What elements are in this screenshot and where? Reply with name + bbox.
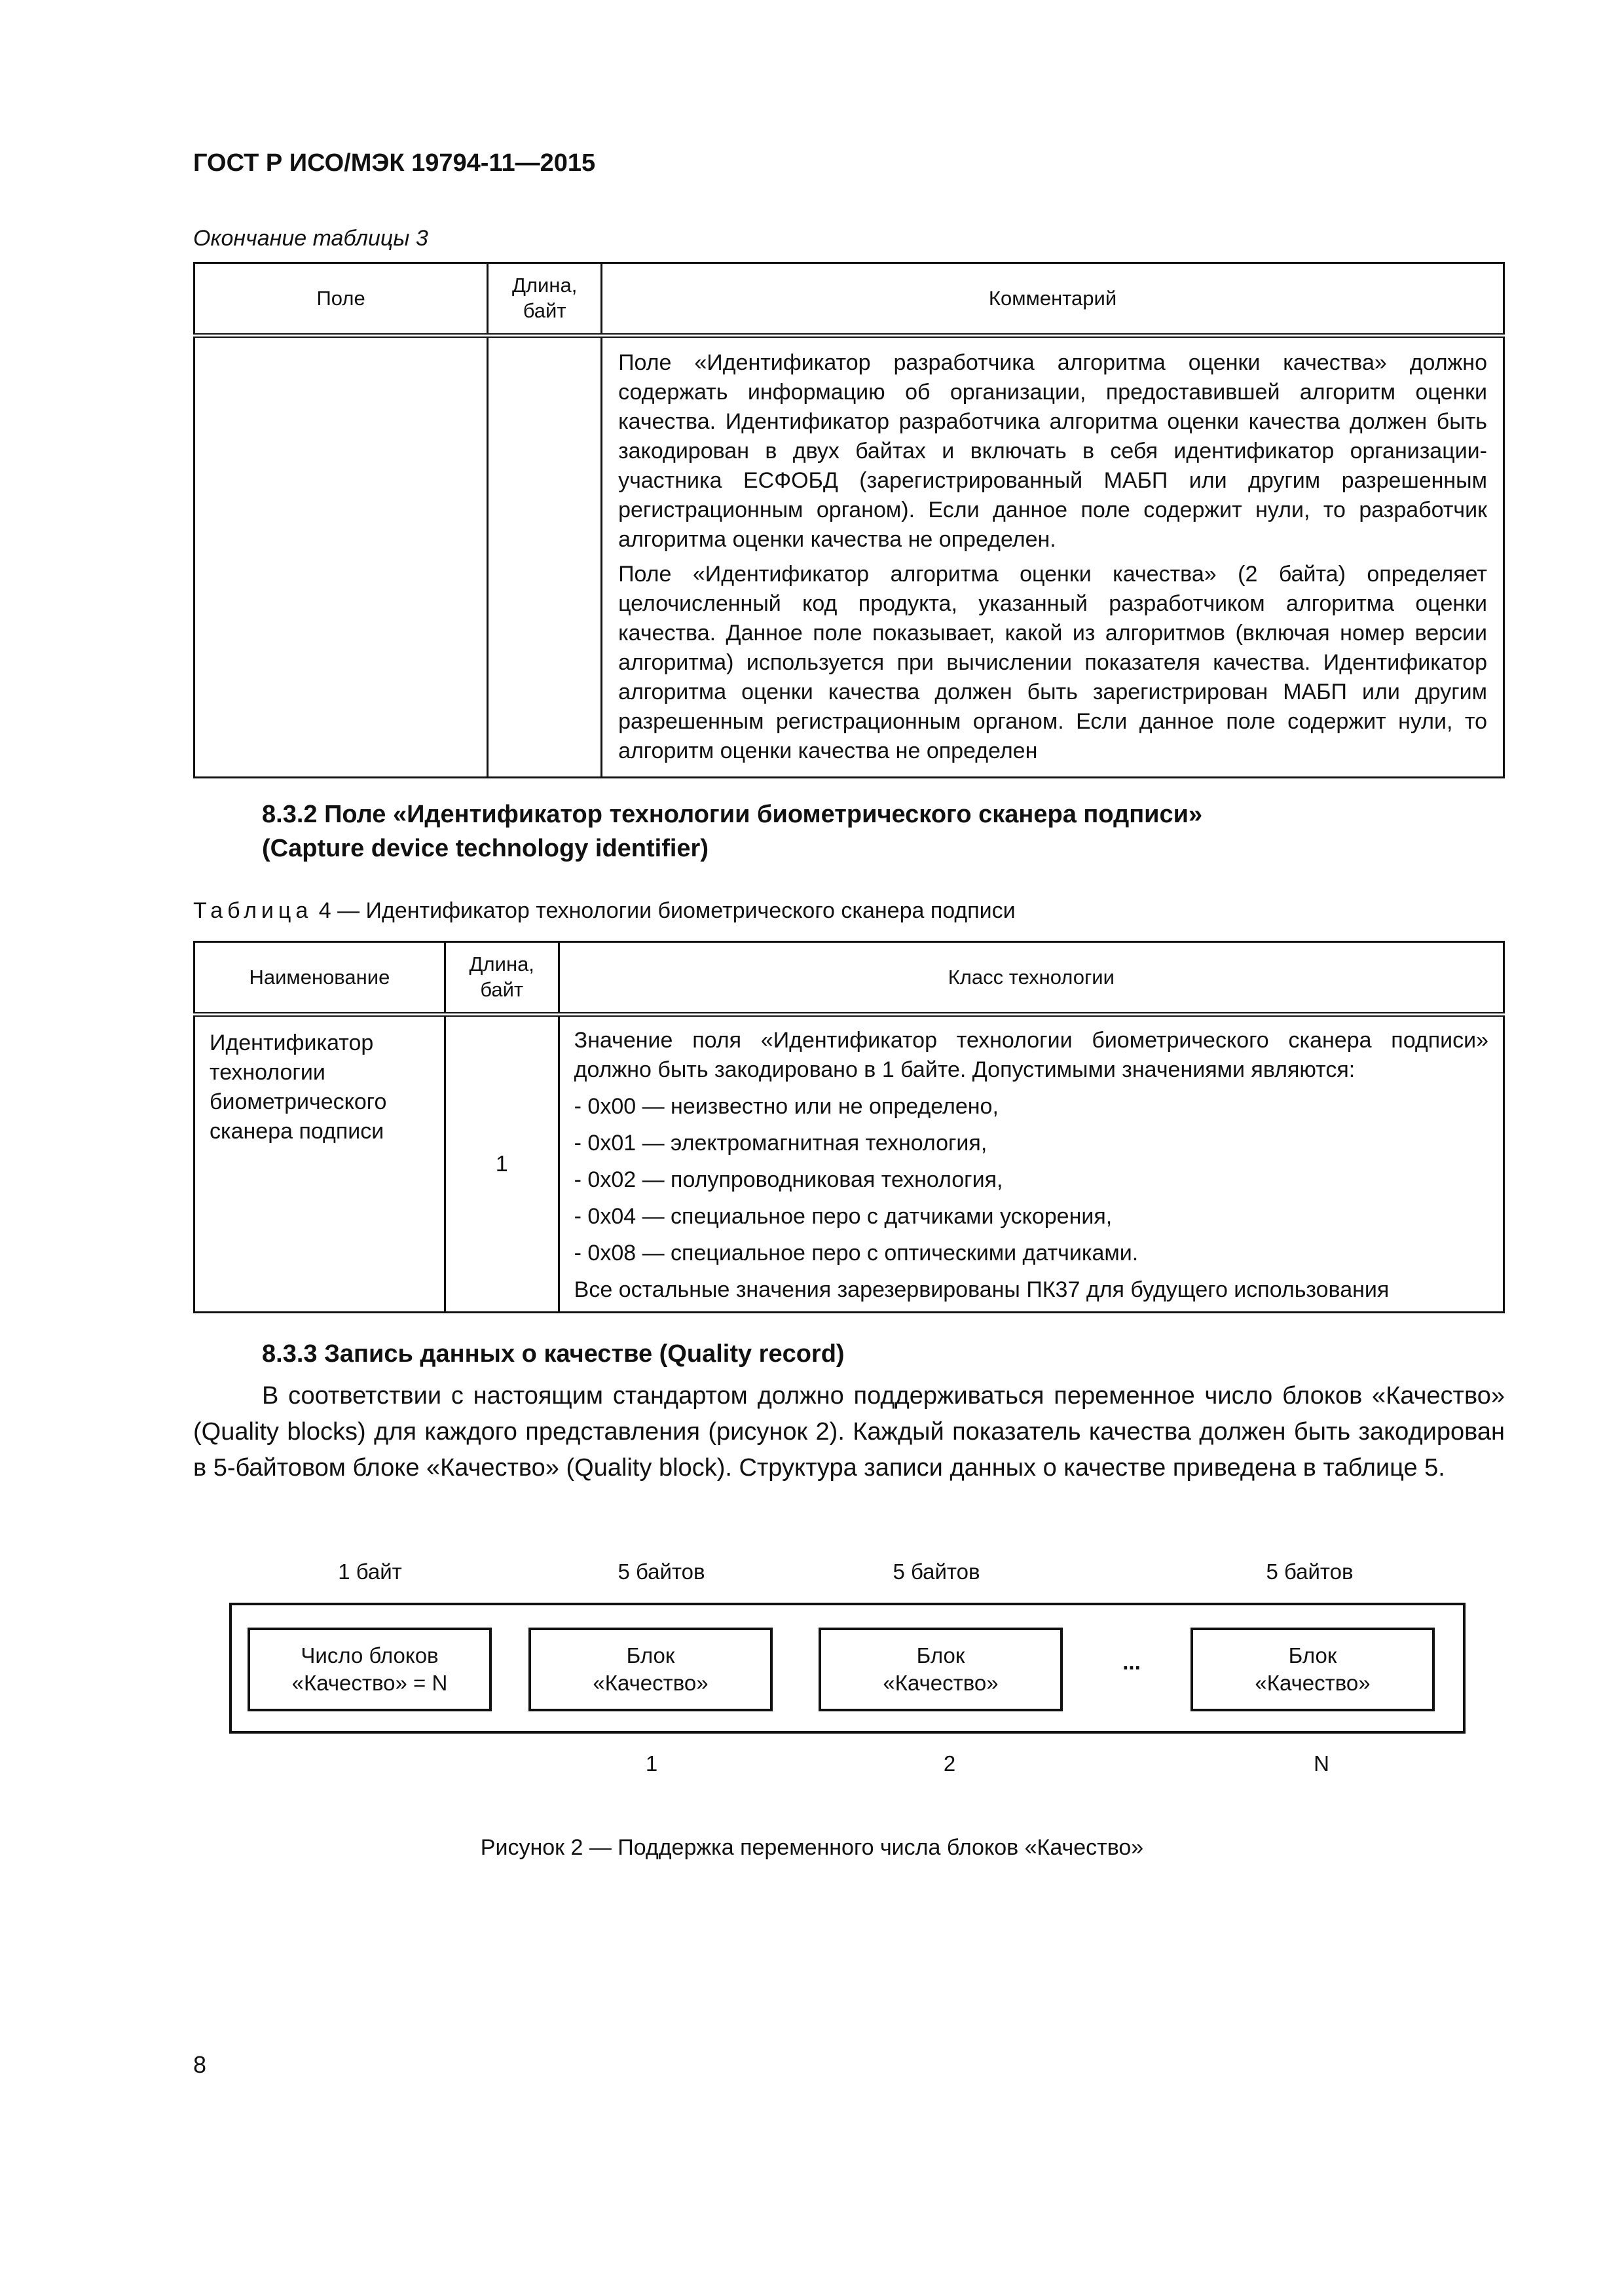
class-value: - 0x04 — специальное перо с датчиками ускорения, <box>574 1204 1113 1229</box>
figure-quality-block: Блок «Качество» <box>528 1628 773 1711</box>
class-intro: Значение поля «Идентификатор технологии биометрического сканера подписи» должно быть закодировано в 1 байте. Допустимыми значениями являются: <box>574 1028 1488 1082</box>
class-value: - 0x02 — полупроводниковая технология, <box>574 1167 1003 1192</box>
section-heading <box>262 797 1202 866</box>
figure-size-label: 5 байтов <box>893 1559 980 1584</box>
figure-quality-block: Блок «Качество» <box>819 1628 1063 1711</box>
comment-paragraph: Поле «Идентификатор алгоритма оценки качества» (2 байта) определяет целочисленный код продукта, указанный разработчиком алгоритма оценки качества. Данное поле показывает, какой из алгоритмов (включая номер версии алгоритма) используется при вычислении показателя качества. Идентификатор алгоритма оценки качества должен быть зарегистрирован МАБП или другим разрешенным регистрационным органом. Если данное поле содержит нули, то алгоритм оценки качества не определен <box>618 562 1487 763</box>
table-caption-label: Таблица <box>193 898 313 923</box>
class-value: - 0x01 — электромагнитная технология, <box>574 1131 987 1156</box>
figure-size-label: 5 байтов <box>618 1559 705 1584</box>
figure-caption: Рисунок 2 — Поддержка переменного числа блоков «Качество» <box>480 1835 1144 1860</box>
figure-count-box: Число блоков «Качество» = N <box>248 1628 492 1711</box>
page-number: 8 <box>193 2051 207 2078</box>
document-header: ГОСТ Р ИСО/МЭК 19794-11—2015 <box>193 149 596 177</box>
table-continuation-caption: Окончание таблицы 3 <box>193 226 428 251</box>
class-value: - 0x00 — неизвестно или не определено, <box>574 1094 999 1119</box>
figure-ellipsis: ... <box>1122 1650 1141 1674</box>
table-cell-name <box>194 1015 445 1313</box>
column-header-length: Длина, байт <box>445 942 559 1015</box>
table-caption-text: 4 — Идентификатор технологии биометрического сканера подписи <box>312 898 1016 923</box>
section-heading: 8.3.3 Запись данных о качестве (Quality record) <box>262 1340 845 1368</box>
class-outro: Все остальные значения зарезервированы ПК37 для будущего использования <box>574 1277 1390 1302</box>
name-line: Идентификатор <box>210 1030 374 1055</box>
table-3 <box>193 262 1505 778</box>
figure-block-index: 1 <box>645 1751 658 1776</box>
section-heading-line: 8.3.2 Поле «Идентификатор технологии биометрического сканера подписи» <box>262 801 1203 828</box>
table-cell-length: 1 <box>445 1015 559 1313</box>
table-caption <box>193 898 1016 924</box>
column-header-class: Класс технологии <box>559 942 1504 1015</box>
figure-size-label: 1 байт <box>338 1559 402 1584</box>
name-line: биометрического <box>210 1089 387 1114</box>
class-value: - 0x08 — специальное перо с оптическими датчиками. <box>574 1241 1139 1266</box>
comment-paragraph: Поле «Идентификатор разработчика алгоритма оценки качества» должно содержать информацию об организации, предоставившей алгоритм оценки качества. Идентификатор разработчика алгоритма оценки качества должен быть закодирован в двух байтах и включать в себя идентификатор организации-участника ЕСФОБД (зарегистрированный МАБП или другим разрешенным регистрационным органом). Если данное поле содержит нули, то разработчик алгоритма оценки качества не определен. <box>618 350 1487 552</box>
section-heading-line: (Capture device technology identifier) <box>262 835 709 862</box>
body-paragraph-text: В соответствии с настоящим стандартом должно поддерживаться переменное число блоков «Качество» (Quality blocks) для каждого представления (рисунок 2). Каждый показатель качества должен быть закодирован в 5-байтовом блоке «Качество» (Quality block). Структура записи данных о качестве приведена в таблице 5. <box>193 1382 1505 1482</box>
figure-block-index: N <box>1314 1751 1329 1776</box>
name-line: сканера подписи <box>210 1119 384 1144</box>
column-header-length: Длина, байт <box>488 263 602 336</box>
table-cell-comment <box>602 336 1504 778</box>
body-paragraph <box>193 1378 1505 1486</box>
table-cell-empty <box>488 336 602 778</box>
name-line: технологии <box>210 1060 325 1085</box>
column-header-comment: Комментарий <box>602 263 1504 336</box>
column-header-name: Наименование <box>194 942 445 1015</box>
figure-size-label: 5 байтов <box>1266 1559 1354 1584</box>
figure-quality-block: Блок «Качество» <box>1190 1628 1435 1711</box>
table-cell-empty <box>194 336 488 778</box>
table-cell-class <box>559 1015 1504 1313</box>
table-4 <box>193 941 1505 1313</box>
column-header-field: Поле <box>194 263 488 336</box>
figure-block-index: 2 <box>943 1751 956 1776</box>
